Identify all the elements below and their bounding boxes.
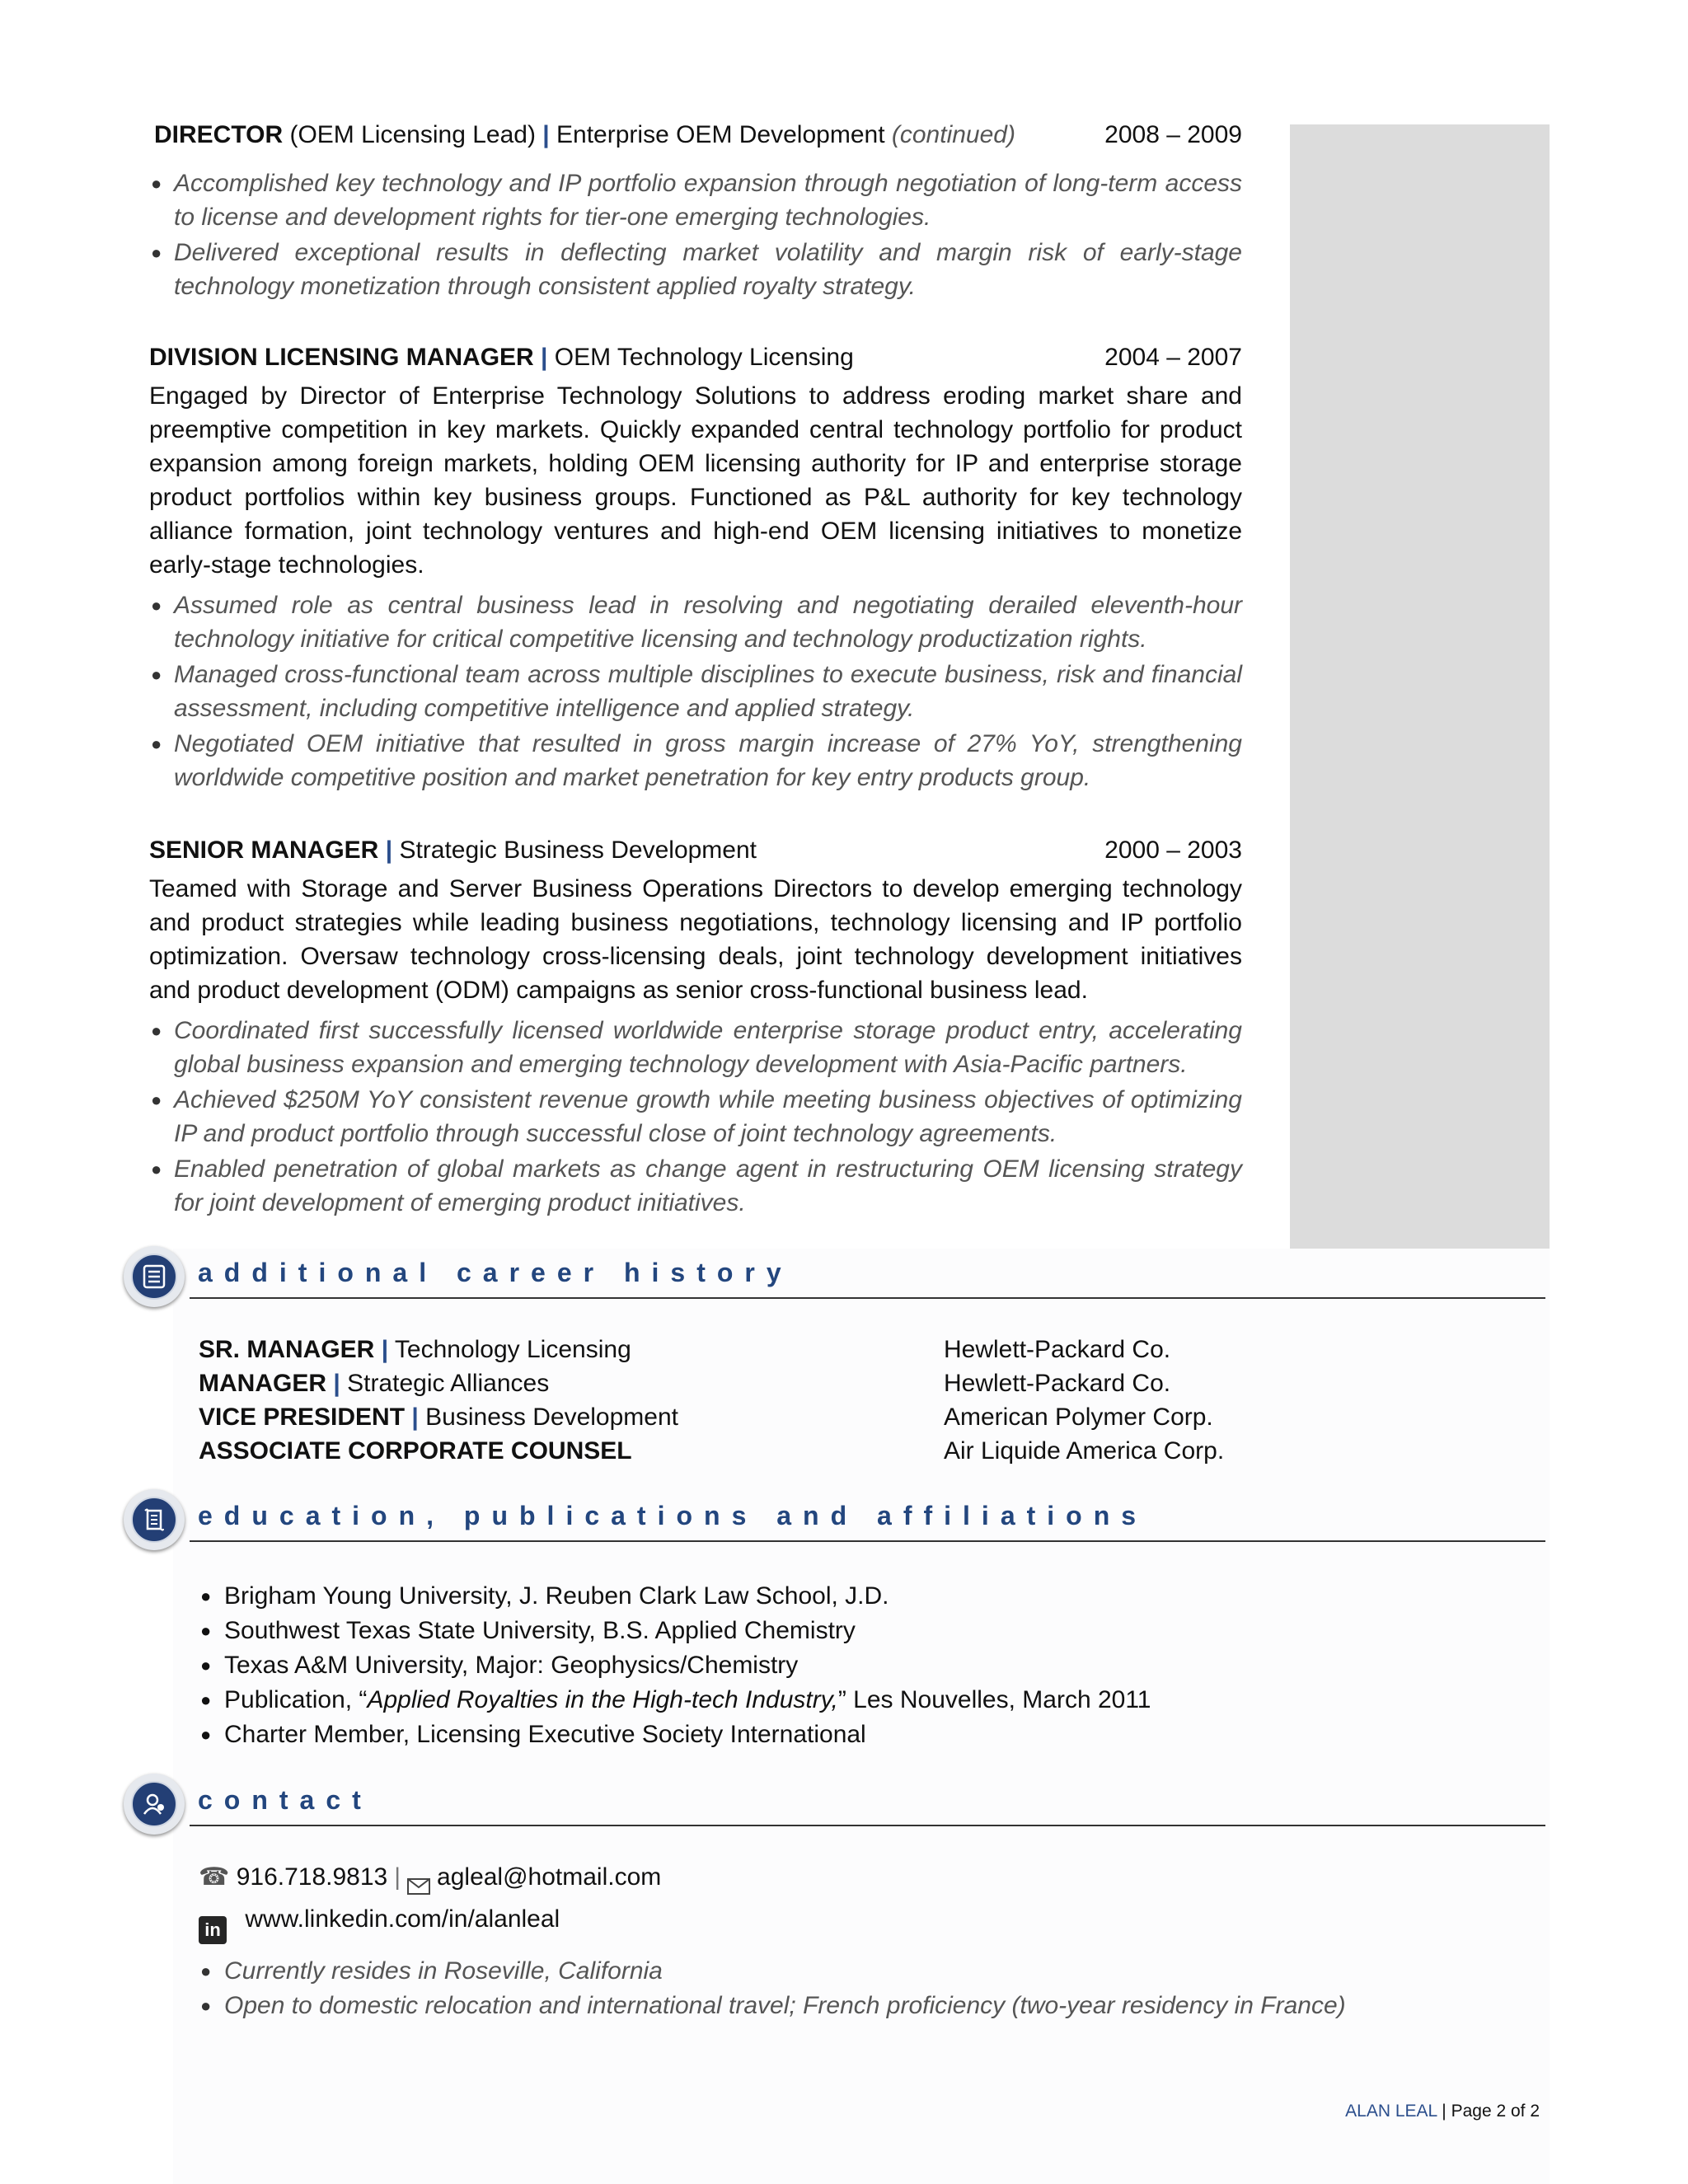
education-item: ● Brigham Young University, J. Reuben Clark Law School, J.D. [199, 1579, 1435, 1614]
contact-note: ● Currently resides in Roseville, California [199, 1954, 1517, 1989]
linkedin-link[interactable]: www.linkedin.com/in/alanleal [245, 1905, 560, 1933]
career-row [199, 1434, 1353, 1468]
bullet-icon: ● [151, 1090, 162, 1110]
job-dates: 2008 – 2009 [1104, 121, 1242, 148]
bullet-icon: ● [151, 664, 162, 685]
job-division-licensing-manager [149, 340, 1242, 796]
achievement-item: ● Enabled penetration of global markets as change agent in restructuring OEM licensing strategy for joint development of emerging product initiatives. [149, 1152, 1242, 1220]
job-org: Enterprise OEM Development [556, 121, 885, 148]
bullet-icon: ● [151, 595, 162, 616]
job-title: DIRECTOR [154, 121, 284, 148]
job-summary: Engaged by Director of Enterprise Technology Solutions to address eroding market share and preemptive competition in key markets. Quickly expanded central technology portfolio for product expansion among foreign markets, holding OEM licensing authority for IP and enterprise storage product portfolios within key business groups. Functioned as P&L authority for key technology alliance formation, joint technology ventures and high-end OEM licensing initiatives to monetize early-stage technologies. [149, 382, 1242, 579]
bullet-icon: ● [200, 1620, 212, 1641]
job-senior-manager [149, 832, 1242, 1221]
section-divider [190, 1297, 1545, 1299]
job-dates: 2000 – 2003 [1104, 837, 1242, 864]
bullet-icon: ● [200, 1724, 212, 1745]
career-field: Business Development [425, 1404, 678, 1431]
contact-phone-email [199, 1860, 661, 1895]
section-career-history [124, 1246, 1545, 1312]
pipe-separator: | [381, 1336, 389, 1363]
affiliation-item: ● Charter Member, Licensing Executive Society International [199, 1718, 1435, 1752]
achievement-item: ● Delivered exceptional results in deflecting market volatility and margin risk of early-stage technology monetization through consistent applied royalty strategy. [149, 236, 1242, 303]
career-company: American Polymer Corp. [944, 1404, 1213, 1431]
section-title: additional career history [198, 1258, 793, 1287]
job-header [149, 340, 1242, 376]
job-title: DIVISION LICENSING MANAGER [149, 344, 534, 371]
education-item: ● Texas A&M University, Major: Geophysics/Chemistry [199, 1648, 1435, 1683]
sidebar-panel [1290, 124, 1550, 1249]
job-director [149, 117, 1242, 305]
section-contact [124, 1774, 1545, 1840]
job-org: Strategic Business Development [399, 837, 757, 864]
bullet-icon: ● [151, 173, 162, 194]
contact-separator: | [394, 1863, 401, 1891]
achievement-list [149, 1014, 1242, 1220]
bullet-icon: ● [200, 1995, 212, 2016]
career-company: Air Liquide America Corp. [944, 1437, 1225, 1465]
career-company: Hewlett-Packard Co. [944, 1370, 1171, 1397]
job-title-suffix: (OEM Licensing Lead) [283, 121, 543, 148]
job-org: OEM Technology Licensing [554, 344, 854, 371]
scroll-icon [124, 1489, 185, 1550]
phone-number[interactable]: 916.718.9813 [236, 1863, 388, 1891]
career-title: SR. MANAGER [199, 1336, 375, 1363]
section-title: education, publications and affiliations [198, 1501, 1148, 1530]
achievement-item: ● Coordinated first successfully licensed worldwide enterprise storage product entry, accelerating global business expansion and emerging technology development with Asia-Pacific partners. [149, 1014, 1242, 1081]
career-row [199, 1366, 1353, 1400]
email-icon [407, 1870, 430, 1886]
education-item: ● Southwest Texas State University, B.S. Applied Chemistry [199, 1614, 1435, 1648]
footer-name: ALAN LEAL [1345, 2102, 1437, 2121]
job-header [149, 117, 1242, 153]
achievement-list [149, 166, 1242, 303]
bullet-icon: ● [200, 1586, 212, 1606]
email-link[interactable]: agleal@hotmail.com [437, 1863, 662, 1891]
career-title: ASSOCIATE CORPORATE COUNSEL [199, 1437, 632, 1465]
footer-separator: | [1437, 2102, 1451, 2121]
publication-title: Applied Royalties in the High-tech Industry, [367, 1686, 838, 1713]
section-education [124, 1489, 1545, 1555]
pipe-separator: | [411, 1404, 419, 1431]
job-header [149, 832, 1242, 869]
pipe-separator: | [542, 121, 550, 148]
bullet-icon: ● [200, 1961, 212, 1981]
career-title: VICE PRESIDENT [199, 1404, 406, 1431]
career-title: MANAGER [199, 1370, 326, 1397]
career-row [199, 1400, 1353, 1434]
career-company: Hewlett-Packard Co. [944, 1336, 1171, 1363]
achievement-item: ● Managed cross-functional team across multiple disciplines to execute business, risk and financial assessment, including competitive intelligence and applied strategy. [149, 658, 1242, 725]
section-divider [190, 1825, 1545, 1826]
career-row [199, 1333, 1353, 1366]
publication-item: ● Publication, “Applied Royalties in the High-tech Industry,” Les Nouvelles, March 2011 [199, 1683, 1435, 1718]
achievement-item: ● Assumed role as central business lead in resolving and negotiating derailed eleventh-hour technology initiative for critical competitive licensing and technology productization rights. [149, 588, 1242, 656]
person-icon [124, 1774, 185, 1835]
contact-linkedin [199, 1902, 560, 1941]
career-field: Technology Licensing [394, 1336, 631, 1363]
job-dates: 2004 – 2007 [1104, 344, 1242, 371]
bullet-icon: ● [151, 1159, 162, 1179]
achievement-item: ● Accomplished key technology and IP portfolio expansion through negotiation of long-term access to license and development rights for tier-one emerging technologies. [149, 166, 1242, 234]
page-number: Page 2 of 2 [1451, 2102, 1540, 2121]
bullet-icon: ● [200, 1655, 212, 1675]
bullet-icon: ● [151, 242, 162, 263]
phone-icon: ☎ [199, 1863, 230, 1891]
achievement-list [149, 588, 1242, 794]
pipe-separator: | [385, 837, 393, 864]
achievement-item: ● Negotiated OEM initiative that resulted in gross margin increase of 27% YoY, strengthening worldwide competitive position and market penetration for key entry products group. [149, 727, 1242, 794]
bullet-icon: ● [200, 1690, 212, 1710]
career-field: Strategic Alliances [347, 1370, 550, 1397]
job-title: SENIOR MANAGER [149, 837, 379, 864]
page-footer [1345, 2100, 1540, 2123]
bullet-icon: ● [151, 1020, 162, 1041]
pipe-separator: | [333, 1370, 340, 1397]
contact-notes [199, 1954, 1517, 2023]
education-list [199, 1579, 1435, 1752]
contact-note: ● Open to domestic relocation and international travel; French proficiency (two-year residency in France) [199, 1989, 1517, 2023]
section-title: contact [198, 1785, 373, 1815]
pipe-separator: | [541, 344, 548, 371]
achievement-item: ● Achieved $250M YoY consistent revenue growth while meeting business objectives of optimizing IP and product portfolio through successful close of joint technology agreements. [149, 1083, 1242, 1151]
job-summary: Teamed with Storage and Server Business Operations Directors to develop emerging technology and product strategies while leading business negotiations, technology licensing and IP portfolio optimization. Oversaw technology cross-licensing deals, joint technology development initiatives and product development (ODM) campaigns as senior cross-functional business lead. [149, 875, 1242, 1004]
list-icon [124, 1246, 185, 1307]
section-divider [190, 1540, 1545, 1542]
linkedin-icon: in [199, 1916, 227, 1944]
bullet-icon: ● [151, 733, 162, 754]
continued-label: (continued) [891, 121, 1015, 148]
